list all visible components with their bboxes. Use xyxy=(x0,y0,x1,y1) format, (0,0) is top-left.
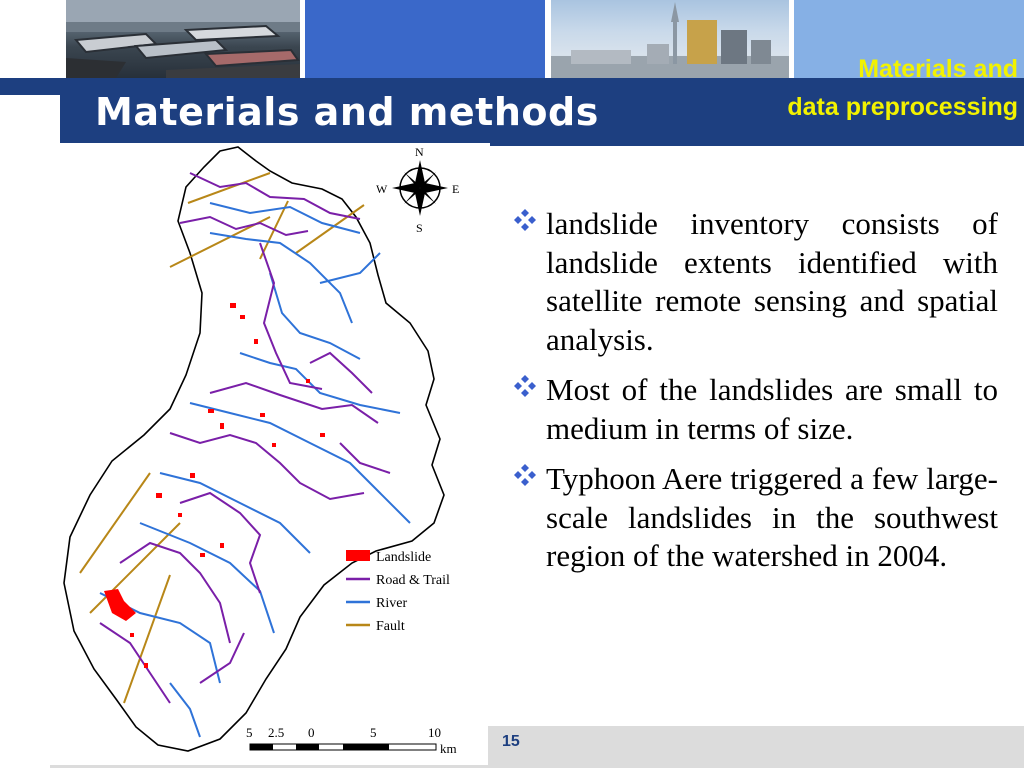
scale-tick-label: 0 xyxy=(308,725,315,740)
footer-bar xyxy=(488,726,1024,768)
section-label xyxy=(698,50,1018,126)
scale-tick-label: 5 xyxy=(370,725,377,740)
compass-north-label: N xyxy=(415,145,424,159)
bullet-item xyxy=(510,371,998,448)
diamond-bullet-icon xyxy=(510,208,540,234)
scale-tick-label: 2.5 xyxy=(268,725,285,740)
compass-west-label: W xyxy=(376,182,388,196)
bullet-text: Most of the landslides are small to medium in terms of size. xyxy=(546,372,998,446)
scale-unit-label: km xyxy=(440,741,457,755)
landslide-swatch xyxy=(346,550,370,561)
legend-label-fault: Fault xyxy=(376,619,405,634)
scale-tick-label: 10 xyxy=(428,725,441,740)
header-corner xyxy=(0,0,60,78)
bullet-text: Typhoon Aere triggered a few large-scale landslides in the southwest region of the watershed in 2004. xyxy=(546,461,998,573)
header-photo-boats xyxy=(66,0,300,78)
legend-label-river: River xyxy=(376,596,408,611)
compass-south-label: S xyxy=(416,221,423,235)
bullet-text: landslide inventory consists of landslide extents identified with satellite remote sensing and spatial analysis. xyxy=(546,206,998,357)
legend-label-road: Road & Trail xyxy=(376,573,450,588)
header-blue-panel xyxy=(305,0,545,78)
legend-label-landslide: Landslide xyxy=(376,550,432,565)
scale-bar xyxy=(246,725,457,755)
title-left-strip xyxy=(0,95,60,146)
bullet-list xyxy=(510,205,998,588)
section-label-line2: data preprocessing xyxy=(787,93,1018,121)
bullet-item xyxy=(510,205,998,359)
title-underline xyxy=(488,141,1024,146)
diamond-bullet-icon xyxy=(510,463,540,489)
diamond-bullet-icon xyxy=(510,374,540,400)
page-number: 15 xyxy=(502,733,520,750)
compass-rose xyxy=(376,145,459,235)
scale-tick-label: 5 xyxy=(246,725,253,740)
compass-east-label: E xyxy=(452,182,460,196)
page-title: Materials and methods xyxy=(95,90,599,134)
section-label-line1: Materials and xyxy=(858,55,1018,83)
watershed-boundary xyxy=(64,147,444,751)
bullet-item xyxy=(510,460,998,576)
map-legend xyxy=(346,550,450,634)
watershed-map xyxy=(60,143,490,755)
